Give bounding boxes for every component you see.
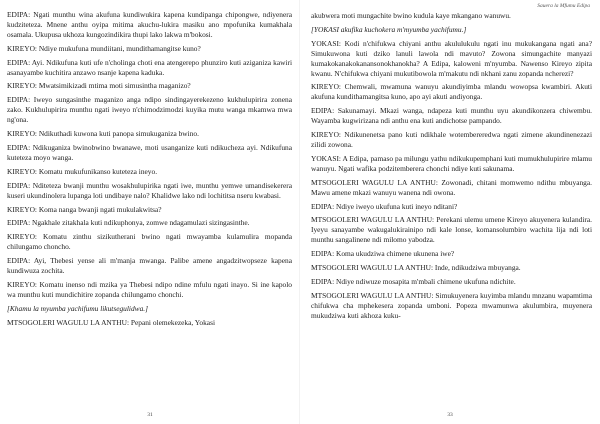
dialogue-paragraph: EDIPA: Sakunamayi. Mkazi wanga, ndapeza kuti munthu uyu akundikonzera chiwembu. Wayamba kugwirizana ndi anthu ena kuti andichotse pampando.: [311, 106, 592, 126]
right-page-number: 33: [447, 412, 453, 418]
dialogue-paragraph: KIREYO: Chemwali, mwamuna wanuyu akundiyimba mlandu wowopsa kwambiri. Akuti akufuna kundithamangitsa kuno, apo ayi akuti andiyonga.: [311, 82, 592, 102]
dialogue-paragraph: KIREYO: Komatu mukufunikanso kuteteza ineyo.: [7, 166, 158, 176]
dialogue-paragraph: KIREYO: Ndikuthadi kuwona kuti panopa simukuganiza bwino.: [7, 129, 199, 139]
dialogue-paragraph: KIREYO: Mwatsimikizadi mtima moti simusintha maganizo?: [7, 81, 191, 91]
dialogue-paragraph: MTSOGOLERI WAGULU LA ANTHU: Simukuyenera kuyimba mlandu mnzanu wapamtima chifukwa cha mphekesera zopanda umboni. Popeza mwamunwa akulumbira, muyenera mukudziwa kuti akhoza kuku-: [311, 290, 592, 320]
dialogue-paragraph: KIREYO: Ndikunenetsa pano kuti ndikhale wotembereredwa ngati zimene akundinenezazi zilidi zowona.: [311, 130, 592, 149]
dialogue-paragraph: KIREYO: Koma nanga bwanji ngati mukulakwitsa?: [7, 204, 162, 214]
stage-direction: [Khamu la myumba yachifumu likutsegulidwa.]: [7, 303, 149, 313]
running-head: Sauera la Mfumu Edipa: [537, 3, 590, 9]
dialogue-paragraph: EDIPA: Ngati munthu wina akufuna kundiwukira kapena kundipanga chipongwe, ndiyenera kudziteteza. Mnene anthu oyipa mitima akuchu-lukira masiku ano mpofunika kumakhala osamala. Ukupusa ukhoza kungozindikira thupi lako lakwa m'bokosi.: [7, 10, 292, 39]
dialogue-paragraph: MTSOGOLERI WAGULU LA ANTHU: Inde, ndikudziwa mbuyanga.: [311, 263, 521, 273]
dialogue-paragraph: YOKASI: A Edipa, pamaso pa milungu yathu ndikukupemphani kuti mumukhulupirire mlamu wanuyu. Ngati wafika podzitemberera chonchi ndiye kuti sakunama.: [311, 153, 592, 173]
dialogue-paragraph: EDIPA: Ndikuganiza bwinobwino bwanawe, moti usanganize kuti ndikucheza ayi. Ndikufuna kuteteza moyo wanga.: [7, 142, 292, 162]
dialogue-paragraph: KIREYO: Komatu inenso ndi mzika ya Thebesi ndipo ndine mfulu ngati inayo. Si ine kapolo wa munthu kuti mundichitire zopanda chilungamo chonchi.: [7, 279, 292, 299]
dialogue-paragraph: YOKASI: Kodi n'chifukwa chiyani anthu akululukulu ngati inu mukukangana ngati ana? Simukuwona kuti dziko lanuli lawola ndi mavuto? Zowona simungachite manyazi kumakokanakokanansonokhanokha? A Edipa, kaloweni m'nyumba. Nawenso Kireyo zipita kwanu. N'chifukwa chiyani mukutibowola m'makutu ndi nkhani zanu zopanda ncherezi?: [311, 38, 592, 78]
dialogue-paragraph: MTSOGOLERI WAGULU LA ANTHU: Pepani olemekezeka, Yokasi: [7, 317, 216, 327]
stage-direction: [YOKASI akufika kuchokera m'myumba yachifumu.]: [311, 24, 467, 34]
dialogue-paragraph: MTSOGOLERI WAGULU LA ANTHU: Perekani ulemu umene Kireyo akuyenera kulandira. Iyeyu sanayambe wakugalukirainipo ndi kale lonse, komansolumbiro wachita lija ndi loti munthu sangalinene ndi milomo yabodza.: [311, 215, 592, 245]
dialogue-paragraph: EDIPA: Nditeteza bwanji munthu wosakhulupirika ngati iwe, munthu yemwe umandisekerera kuseri ukundinolera lupanga loti undibaye nalo? Khalidwe lako ndi lochititsa nseru kwabasi.: [7, 180, 292, 200]
dialogue-paragraph: akubwera moti mungachite bwino kudula kaye mkangano wanuwu.: [311, 11, 511, 20]
dialogue-paragraph: EDIPA: Ndiye ndiwuze mosapita m'mbali chimene ukufuna ndichite.: [311, 276, 516, 286]
dialogue-paragraph: KIREYO: Komatu zinthu sizikutherani bwino ngati mwayamba kulamulira mopanda chilungamo choncho.: [7, 232, 292, 252]
left-page-body: [7, 10, 292, 328]
right-page: [300, 0, 600, 424]
dialogue-paragraph: EDIPA: Koma ukudziwa chimene ukunena iwe?: [311, 249, 455, 259]
dialogue-paragraph: EDIPA: Ngakhale zitakhala kuti ndikuphonya, zomwe ndagamulazi sizingasinthe.: [7, 218, 250, 228]
dialogue-paragraph: KIREYO: Ndiye mukufuna mundiitani, mundithamangitse kuno?: [7, 43, 201, 53]
left-page-number: 31: [147, 412, 153, 418]
dialogue-paragraph: MTSOGOLERI WAGULU LA ANTHU: Zowonadi, chitani momwemo ndithu mbuyanga. Mawu amene mkazi wanuyu wanena ndi owona.: [311, 177, 592, 197]
dialogue-paragraph: EDIPA: Ayi, Thebesi yense ali m'manja mwanga. Palibe amene angadzitwopseze kapena kundiwuza zochita.: [7, 256, 292, 276]
right-page-body: [311, 11, 592, 321]
dialogue-paragraph: EDIPA: Ayi. Ndikufuna kuti ufe n'cholinga choti ena atengerepo phunziro kuti aziganiza kawiri asanayambe kuchitira anzawo nsanje kapena kaduka.: [7, 57, 292, 77]
dialogue-paragraph: EDIPA: Iweyo sungasinthe maganizo anga ndipo sindingayerekezeno kukhulupirira zonena zako. Kukhulupirira munthu ngati iweyo n'chimodzimodzi kuyika mutu wanga mkamwa mwa ng'ona.: [7, 95, 292, 125]
dialogue-paragraph: EDIPA: Ndiye iweyo ukufuna kuti ineyo nditani?: [311, 201, 458, 211]
